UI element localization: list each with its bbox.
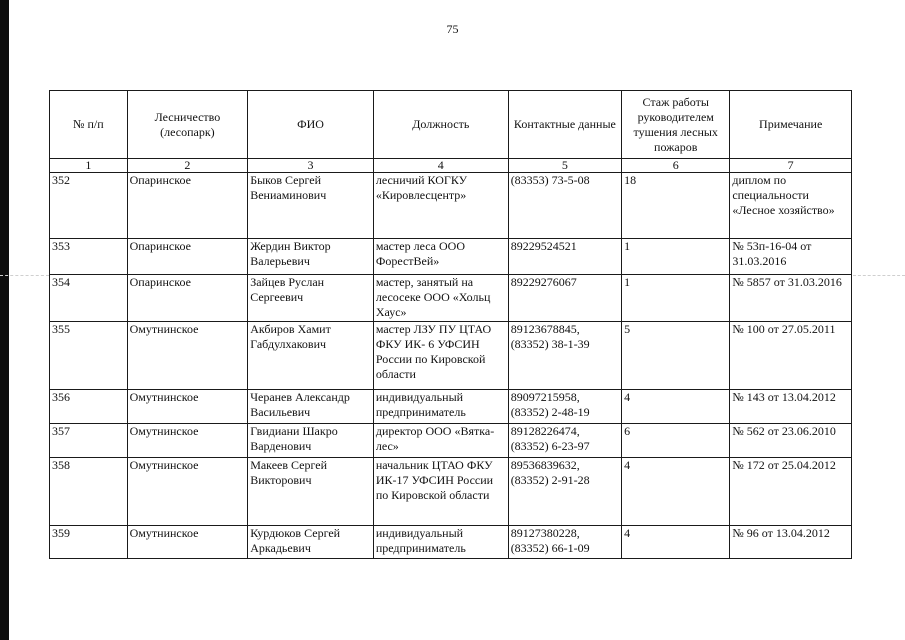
table-row	[50, 526, 852, 559]
cell-contacts: 89123678845, (83352) 38-1-39	[508, 322, 621, 390]
cell-experience: 1	[622, 239, 730, 275]
cell-number: 353	[50, 239, 128, 275]
header-forestry: Лесничество (лесопарк)	[127, 91, 248, 159]
cell-contacts: 89536839632, (83352) 2-91-28	[508, 458, 621, 526]
cell-position: мастер ЛЗУ ПУ ЦТАО ФКУ ИК- 6 УФСИН России по Кировской области	[373, 322, 508, 390]
header-full-name: ФИО	[248, 91, 374, 159]
cell-note: № 143 от 13.04.2012	[730, 390, 852, 424]
cell-experience: 4	[622, 458, 730, 526]
table-row	[50, 173, 852, 239]
header-note: Примечание	[730, 91, 852, 159]
cell-forestry: Омутнинское	[127, 390, 248, 424]
cell-experience: 18	[622, 173, 730, 239]
cell-number: 356	[50, 390, 128, 424]
column-number: 6	[622, 159, 730, 173]
column-number: 1	[50, 159, 128, 173]
cell-full-name: Макеев Сергей Викторович	[248, 458, 374, 526]
column-number-row	[50, 159, 852, 173]
cell-full-name: Акбиров Хамит Габдулхакович	[248, 322, 374, 390]
cell-note: № 5857 от 31.03.2016	[730, 275, 852, 322]
header-row	[50, 91, 852, 159]
cell-position: индивидуальный предприниматель	[373, 390, 508, 424]
table-row	[50, 424, 852, 458]
cell-experience: 1	[622, 275, 730, 322]
cell-position: лесничий КОГКУ «Кировлесцентр»	[373, 173, 508, 239]
header-position: Должность	[373, 91, 508, 159]
cell-full-name: Гвидиани Шакро Варденович	[248, 424, 374, 458]
cell-note: № 100 от 27.05.2011	[730, 322, 852, 390]
cell-position: мастер леса ООО ФорестВей»	[373, 239, 508, 275]
table-row	[50, 322, 852, 390]
table-row	[50, 390, 852, 424]
cell-full-name: Быков Сергей Вениаминович	[248, 173, 374, 239]
cell-note: № 172 от 25.04.2012	[730, 458, 852, 526]
cell-forestry: Опаринское	[127, 275, 248, 322]
column-number: 2	[127, 159, 248, 173]
cell-position: мастер, занятый на лесосеке ООО «Хольц Хаус»	[373, 275, 508, 322]
cell-position: начальник ЦТАО ФКУ ИК-17 УФСИН России по Кировской области	[373, 458, 508, 526]
cell-experience: 6	[622, 424, 730, 458]
header-experience: Стаж работы руководителем тушения лесных пожаров	[622, 91, 730, 159]
cell-number: 359	[50, 526, 128, 559]
cell-note: № 562 от 23.06.2010	[730, 424, 852, 458]
cell-contacts: 89229524521	[508, 239, 621, 275]
cell-full-name: Жердин Виктор Валерьевич	[248, 239, 374, 275]
table-row	[50, 239, 852, 275]
cell-forestry: Омутнинское	[127, 458, 248, 526]
fold-line	[853, 275, 905, 276]
cell-contacts: 89097215958, (83352) 2-48-19	[508, 390, 621, 424]
cell-number: 354	[50, 275, 128, 322]
page-number: 75	[446, 22, 459, 36]
cell-position: индивидуальный предприниматель	[373, 526, 508, 559]
cell-forestry: Опаринское	[127, 173, 248, 239]
cell-position: директор ООО «Вятка-лес»	[373, 424, 508, 458]
cell-forestry: Омутнинское	[127, 322, 248, 390]
cell-note: диплом по специальности «Лесное хозяйство»	[730, 173, 852, 239]
cell-number: 355	[50, 322, 128, 390]
cell-full-name: Зайцев Руслан Сергеевич	[248, 275, 374, 322]
column-number: 5	[508, 159, 621, 173]
scan-edge-bar	[0, 0, 9, 640]
column-number: 3	[248, 159, 374, 173]
table-row	[50, 458, 852, 526]
column-number: 4	[373, 159, 508, 173]
cell-experience: 4	[622, 526, 730, 559]
cell-number: 358	[50, 458, 128, 526]
cell-contacts: 89128226474, (83352) 6-23-97	[508, 424, 621, 458]
fold-line	[0, 275, 49, 276]
cell-contacts: 89127380228, (83352) 66-1-09	[508, 526, 621, 559]
cell-forestry: Опаринское	[127, 239, 248, 275]
cell-full-name: Курдюков Сергей Аркадьевич	[248, 526, 374, 559]
cell-experience: 4	[622, 390, 730, 424]
fire-managers-table	[49, 90, 852, 559]
header-number: № п/п	[50, 91, 128, 159]
cell-contacts: 89229276067	[508, 275, 621, 322]
cell-forestry: Омутнинское	[127, 526, 248, 559]
cell-full-name: Черанев Александр Васильевич	[248, 390, 374, 424]
cell-number: 357	[50, 424, 128, 458]
cell-note: № 53п-16-04 от 31.03.2016	[730, 239, 852, 275]
table-row	[50, 275, 852, 322]
cell-note: № 96 от 13.04.2012	[730, 526, 852, 559]
column-number: 7	[730, 159, 852, 173]
cell-contacts: (83353) 73-5-08	[508, 173, 621, 239]
cell-experience: 5	[622, 322, 730, 390]
cell-number: 352	[50, 173, 128, 239]
cell-forestry: Омутнинское	[127, 424, 248, 458]
header-contacts: Контактные данные	[508, 91, 621, 159]
